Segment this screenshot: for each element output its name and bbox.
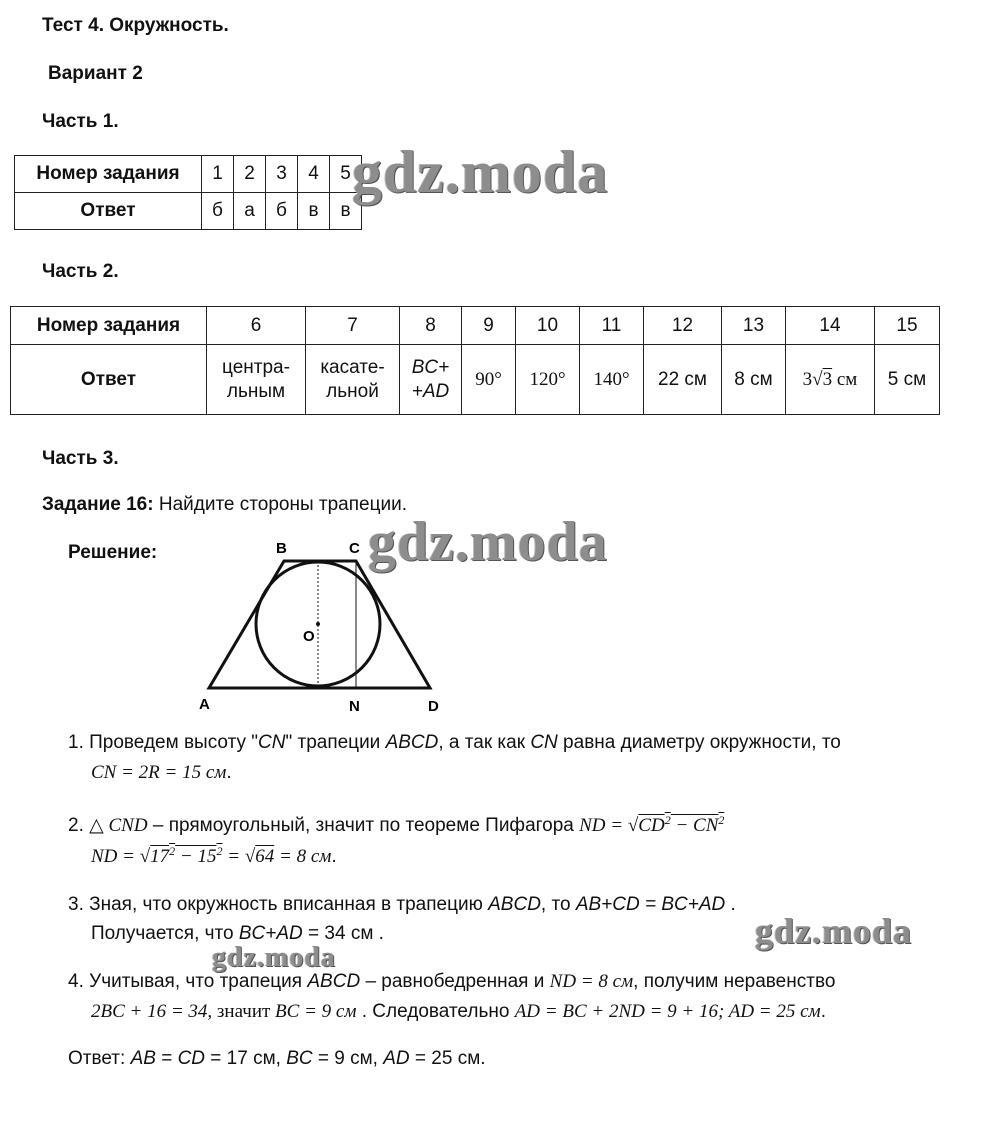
- part1-answer-cell: б: [266, 193, 298, 230]
- part1-answer-cell: а: [234, 193, 266, 230]
- radicand: 3: [822, 368, 833, 390]
- task-text: Найдите стороны трапеции.: [153, 494, 407, 515]
- formula: 2BC + 16 = 34,: [91, 1001, 213, 1022]
- text: . Следовательно: [356, 1001, 515, 1022]
- text: .: [226, 762, 232, 783]
- part2-answer-cell: [786, 345, 875, 415]
- math: −: [670, 815, 694, 836]
- math: CN: [530, 732, 558, 753]
- math: 15: [197, 846, 217, 867]
- label-n: N: [349, 698, 360, 715]
- math: −: [175, 846, 198, 867]
- part1-heading: Часть 1.: [42, 111, 119, 132]
- text: значит: [212, 1001, 276, 1022]
- step-number: 1.: [68, 732, 84, 753]
- center-point: [316, 622, 320, 626]
- part2-answer-cell: [207, 345, 306, 415]
- formula: [91, 846, 331, 867]
- label-o: O: [303, 628, 315, 645]
- part2-heading: Часть 2.: [42, 261, 119, 282]
- part1-answer-cell: в: [298, 193, 330, 230]
- math: 17: [150, 846, 170, 867]
- answer-line: касате-: [320, 356, 385, 378]
- part2-task-cell: 12: [644, 307, 722, 345]
- label-d: D: [428, 698, 439, 715]
- math: AB+CD = BC+AD: [575, 894, 726, 915]
- coef: 3: [802, 368, 813, 390]
- watermark: gdz.moda: [352, 139, 609, 205]
- part2-task-cell: 13: [722, 307, 786, 345]
- answer-line: центра-: [222, 356, 290, 378]
- text: Проведем высоту ": [89, 732, 259, 753]
- variant-label: Вариант 2: [48, 63, 143, 84]
- text: – прямоугольный, значит по теореме Пифагора: [147, 815, 580, 836]
- part2-task-cell: 10: [516, 307, 580, 345]
- text: = 17 см,: [205, 1048, 287, 1069]
- math: AB: [130, 1048, 156, 1069]
- text: = 9 см,: [312, 1048, 384, 1069]
- part2-answer-cell: 5 см: [875, 345, 940, 415]
- sqrt-sign: √: [139, 846, 151, 867]
- part2-task-label: Номер задания: [11, 307, 207, 345]
- text: равна диаметру окружности, то: [557, 732, 841, 753]
- sqrt-sign: √: [812, 368, 823, 390]
- radicand: [638, 815, 724, 836]
- task-label: Задание 16:: [42, 494, 154, 515]
- step-number: 2.: [68, 815, 84, 836]
- part1-task-label: Номер задания: [15, 156, 202, 193]
- step-3-line-2: [91, 923, 384, 945]
- step-4-line-1: [68, 971, 835, 993]
- formula: ND = 8 см: [549, 971, 634, 992]
- part2-answer-cell: 120°: [516, 345, 580, 415]
- trapezoid-figure: [195, 535, 455, 715]
- watermark: gdz.moda: [368, 511, 608, 573]
- step-1-line-1: [68, 732, 841, 754]
- sqrt-sign: √: [244, 846, 256, 867]
- math: =: [222, 846, 245, 867]
- text: = 34 см .: [302, 923, 384, 944]
- step-number: 3.: [68, 894, 84, 915]
- page-title: Тест 4. Окружность.: [42, 15, 229, 36]
- step-4-line-2: [91, 1001, 826, 1023]
- part1-task-cell: 2: [234, 156, 266, 193]
- step-number: 4.: [68, 971, 84, 992]
- formula: AD = BC + 2ND = 9 + 16; AD = 25 см: [514, 1001, 821, 1022]
- text: .: [331, 846, 337, 867]
- math: CN: [258, 732, 286, 753]
- label-c: C: [349, 540, 360, 557]
- sqrt-sign: √: [627, 815, 639, 836]
- formula: △ CND: [89, 815, 148, 836]
- radicand: [150, 846, 222, 867]
- label-b: B: [276, 540, 287, 557]
- part2-answer-label: Ответ: [11, 345, 207, 415]
- text: =: [155, 1048, 178, 1069]
- part1-table: [14, 155, 362, 230]
- part1-answer-cell: в: [330, 193, 362, 230]
- formula: [579, 815, 724, 836]
- math: ND =: [91, 846, 140, 867]
- part2-table: [10, 306, 940, 415]
- part2-answer-cell: 140°: [580, 345, 644, 415]
- exponent: 2: [216, 844, 223, 858]
- text: Получается, что: [91, 923, 239, 944]
- math: CD: [177, 1048, 206, 1069]
- math: BC: [286, 1048, 313, 1069]
- text: , то: [540, 894, 576, 915]
- step-3-line-1: [68, 894, 736, 916]
- answer-line: льным: [226, 380, 286, 402]
- part2-answer-cell: 22 см: [644, 345, 722, 415]
- math: CD: [638, 815, 665, 836]
- watermark: gdz.moda: [212, 942, 336, 973]
- part1-task-cell: 3: [266, 156, 298, 193]
- part2-task-cell: 7: [306, 307, 400, 345]
- watermark: gdz.moda: [755, 911, 913, 951]
- exponent: 2: [664, 813, 671, 827]
- step-1-line-2: [91, 762, 232, 784]
- part1-task-cell: 5: [330, 156, 362, 193]
- step-2-line-1: [68, 815, 724, 837]
- part2-answer-cell: [306, 345, 400, 415]
- math: ABCD: [307, 971, 361, 992]
- part2-task-cell: 6: [207, 307, 306, 345]
- part2-answer-cell: 90°: [462, 345, 516, 415]
- math: CN: [693, 815, 719, 836]
- part2-task-cell: 9: [462, 307, 516, 345]
- final-answer: [68, 1048, 486, 1070]
- text: .: [725, 894, 736, 915]
- math: BC+AD: [238, 923, 303, 944]
- part1-answer-cell: б: [202, 193, 234, 230]
- answer-line: льной: [326, 380, 379, 402]
- part1-task-cell: 1: [202, 156, 234, 193]
- math: = 8 см: [274, 846, 332, 867]
- text: , получим неравенство: [633, 971, 836, 992]
- formula: CN = 2R = 15 см: [91, 762, 227, 783]
- text: Ответ:: [68, 1048, 131, 1069]
- formula: BC = 9 см: [275, 1001, 357, 1022]
- unit: см: [832, 368, 858, 390]
- math: AD: [383, 1048, 410, 1069]
- text: Зная, что окружность вписанная в трапецию: [89, 894, 489, 915]
- part2-task-cell: 11: [580, 307, 644, 345]
- answer-line: +AD: [411, 380, 450, 402]
- part1-answer-label: Ответ: [15, 193, 202, 230]
- part1-task-cell: 4: [298, 156, 330, 193]
- text: – равнобедренная и: [360, 971, 550, 992]
- answer-line: BC+: [411, 356, 450, 378]
- part2-task-cell: 14: [786, 307, 875, 345]
- part2-answer-cell: [400, 345, 462, 415]
- math: ND =: [579, 815, 628, 836]
- exponent: 2: [169, 844, 176, 858]
- exponent: 2: [718, 813, 725, 827]
- text: " трапеции: [285, 732, 386, 753]
- text: = 25 см.: [409, 1048, 486, 1069]
- part3-heading: Часть 3.: [42, 448, 119, 469]
- part2-task-cell: 15: [875, 307, 940, 345]
- text: Учитывая, что трапеция: [89, 971, 308, 992]
- radicand: 64: [255, 846, 275, 867]
- math: ABCD: [488, 894, 541, 915]
- text: .: [820, 1001, 826, 1022]
- part2-task-cell: 8: [400, 307, 462, 345]
- math: ABCD: [385, 732, 439, 753]
- solution-label: Решение:: [68, 542, 158, 563]
- step-2-line-2: [91, 846, 337, 868]
- text: , а так как: [438, 732, 531, 753]
- label-a: A: [199, 696, 210, 713]
- part2-answer-cell: 8 см: [722, 345, 786, 415]
- task-16: [42, 494, 407, 516]
